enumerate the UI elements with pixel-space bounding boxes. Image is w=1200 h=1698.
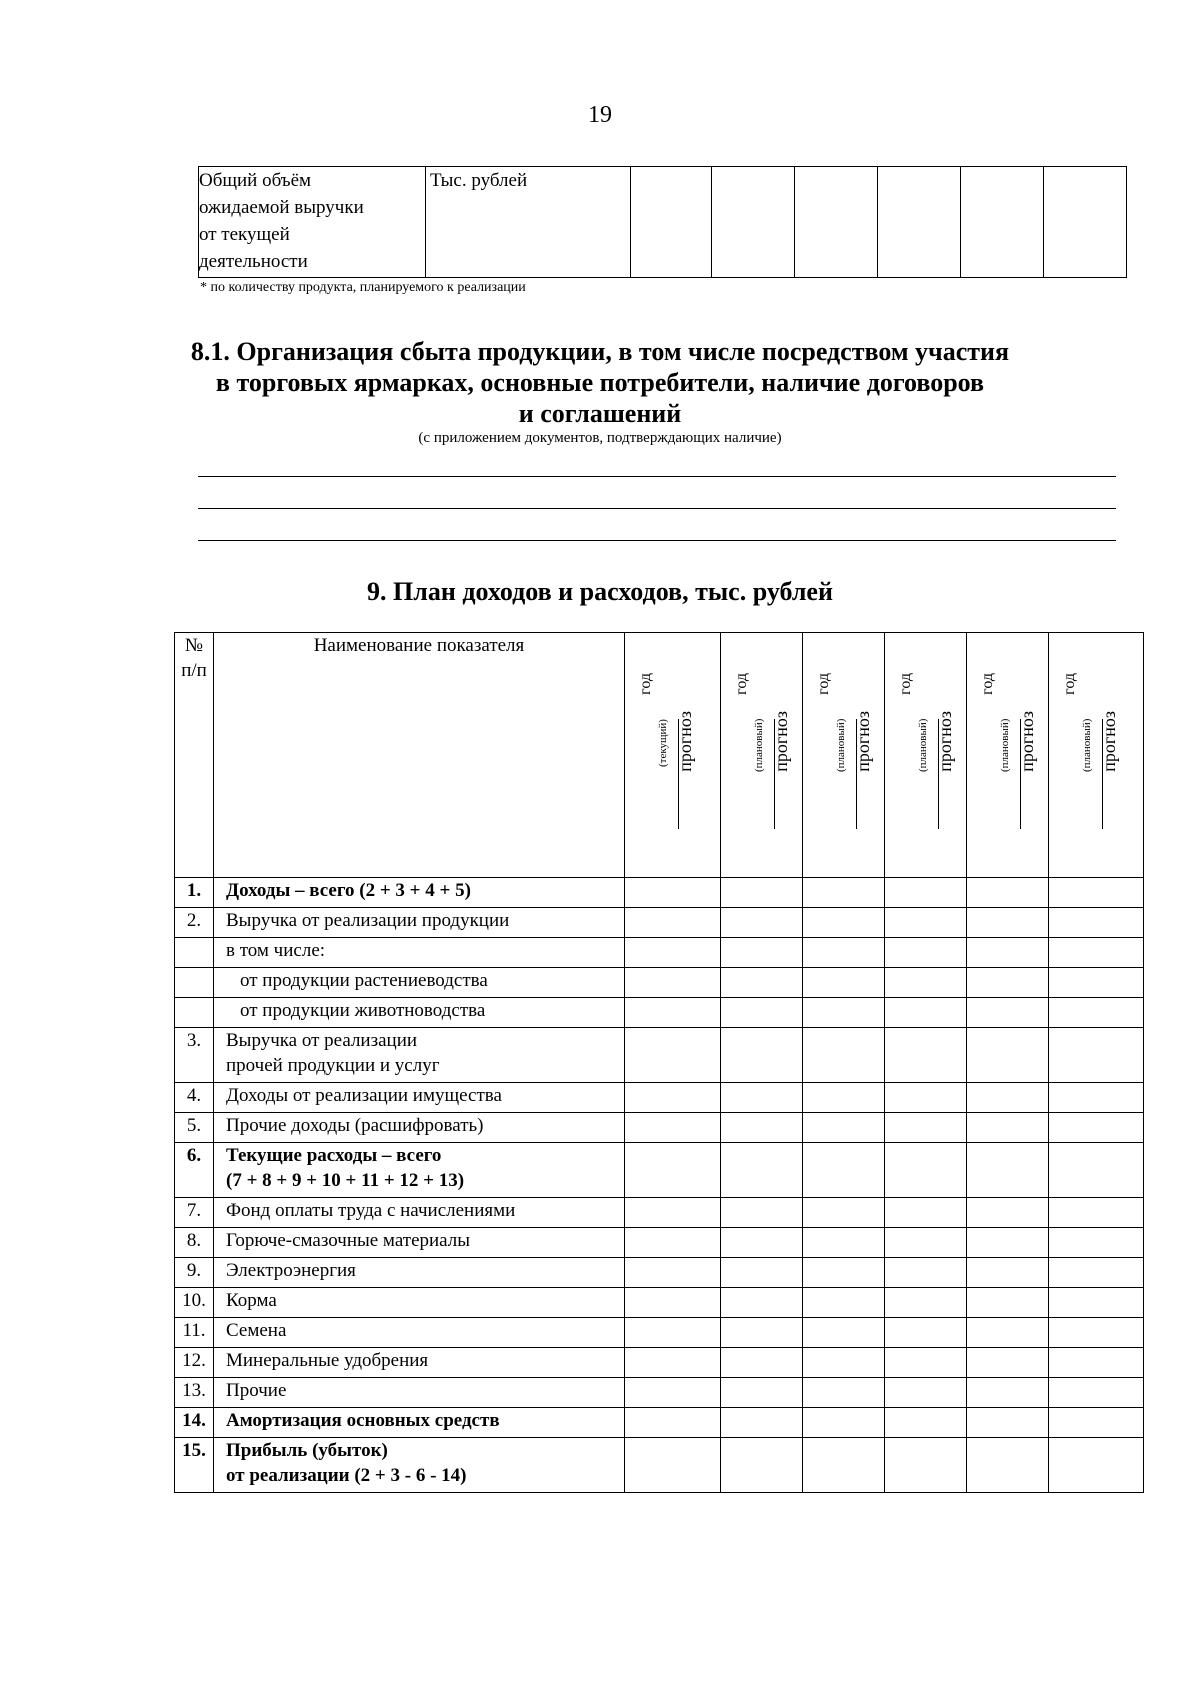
value-cell[interactable] [803,1228,885,1258]
row-number [175,968,214,998]
table-row [175,1408,1144,1438]
value-cell[interactable] [625,1408,721,1438]
row-name-line: Выручка от реализации продукции [226,910,510,931]
value-cell[interactable] [878,167,961,278]
table-row [175,1113,1144,1143]
value-cell[interactable] [625,1083,721,1113]
row-name-line: от продукции животноводства [240,1000,486,1021]
value-cell[interactable] [967,1318,1049,1348]
row-name-line: Прочие доходы (расшифровать) [226,1115,484,1136]
value-cell[interactable] [1049,1378,1144,1408]
value-cell[interactable] [721,1143,803,1198]
value-cell[interactable] [721,968,803,998]
value-cell[interactable] [1049,968,1144,998]
value-cell[interactable] [803,1408,885,1438]
table-row [175,1198,1144,1228]
footnote: * по количеству продукта, планируемого к реализации [200,280,526,295]
value-cell[interactable] [967,1113,1049,1143]
value-cell[interactable] [967,1258,1049,1288]
row-name [214,1113,625,1143]
value-cell[interactable] [967,1438,1049,1493]
value-cell[interactable] [625,1113,721,1143]
fill-in-line[interactable] [198,508,1116,509]
value-cell[interactable] [625,1378,721,1408]
value-cell[interactable] [1049,1228,1144,1258]
row-name [214,1198,625,1228]
title-line: в торговых ярмарках, основные потребители, наличие договоров [215,368,985,397]
value-cell[interactable] [625,968,721,998]
value-cell[interactable] [803,1113,885,1143]
num-header-line: № [184,635,204,656]
value-cell[interactable] [1049,1258,1144,1288]
value-cell[interactable] [803,1318,885,1348]
period-forecast: прогноз [675,711,695,772]
value-cell[interactable] [721,1348,803,1378]
row-number: 8. [175,1228,214,1258]
num-header-line: п/п [181,660,207,681]
value-cell[interactable] [721,1083,803,1113]
row-number: 15. [175,1438,214,1493]
row-name-line: от продукции растениеводства [240,970,488,991]
row-name-line: прочей продукции и услуг [226,1055,440,1076]
value-cell[interactable] [803,1288,885,1318]
value-cell[interactable] [885,1438,967,1493]
row-number [175,998,214,1028]
value-cell[interactable] [625,1318,721,1348]
value-cell[interactable] [961,167,1044,278]
value-cell[interactable] [625,878,721,908]
period-kind: (текущий) [651,719,679,829]
table-row [175,938,1144,968]
row-number [175,938,214,968]
value-cell[interactable] [625,1028,721,1083]
value-cell[interactable] [1049,938,1144,968]
value-cell[interactable] [1049,1113,1144,1143]
value-cell[interactable] [1049,1438,1144,1493]
value-cell[interactable] [803,1378,885,1408]
value-cell[interactable] [967,1083,1049,1113]
value-cell[interactable] [885,878,967,908]
row-name-line: Минеральные удобрения [226,1350,429,1371]
period-kind: (плановый) [911,719,939,829]
value-cell[interactable] [625,998,721,1028]
period-forecast: прогноз [771,711,791,772]
header-name-cell [214,633,625,878]
row-number: 12. [175,1348,214,1378]
value-cell[interactable] [885,1113,967,1143]
row-name [214,998,625,1028]
period-header-cell [967,633,1049,878]
value-cell[interactable] [885,1198,967,1228]
table-row [175,968,1144,998]
value-cell[interactable] [1049,998,1144,1028]
value-cell[interactable] [1049,908,1144,938]
row-number: 7. [175,1198,214,1228]
row-name-line: Текущие расходы – всего [226,1145,442,1166]
period-year: год [637,673,654,695]
value-cell[interactable] [712,167,795,278]
fill-in-line[interactable] [198,476,1116,477]
value-cell[interactable] [1049,1318,1144,1348]
period-header-cell [721,633,803,878]
value-cell[interactable] [721,1288,803,1318]
value-cell[interactable] [967,1198,1049,1228]
row-name-line: Семена [226,1320,287,1341]
row-number: 1. [175,878,214,908]
table-row [175,1228,1144,1258]
fill-in-line[interactable] [198,540,1116,541]
value-cell[interactable] [803,1028,885,1083]
row-name-line: Доходы – всего (2 + 3 + 4 + 5) [226,880,471,901]
value-cell[interactable] [625,1143,721,1198]
row-name-line: от реализации (2 + 3 - 6 - 14) [226,1465,467,1486]
value-cell[interactable] [721,1198,803,1228]
value-cell[interactable] [885,938,967,968]
row-number: 10. [175,1288,214,1318]
section-9-title: 9. План доходов и расходов, тыс. рублей [367,577,833,606]
value-cell[interactable] [803,1348,885,1378]
value-cell[interactable] [885,1228,967,1258]
value-cell[interactable] [1049,1198,1144,1228]
unit-cell [426,167,631,278]
row-name-line: Фонд оплаты труда с начислениями [226,1200,516,1221]
row-number: 2. [175,908,214,938]
value-cell[interactable] [625,938,721,968]
row-name [214,1318,625,1348]
value-cell[interactable] [885,998,967,1028]
section-8-1-title [0,336,1200,429]
value-cell[interactable] [803,968,885,998]
table-row [175,1348,1144,1378]
value-cell[interactable] [721,878,803,908]
row-name [214,1348,625,1378]
value-cell[interactable] [721,1258,803,1288]
row-name [214,1028,625,1083]
header-num-cell [175,633,214,878]
name-header: Наименование показателя [313,635,525,656]
value-cell[interactable] [967,1408,1049,1438]
row-name [214,1288,625,1318]
income-expense-plan-table [174,632,1144,1493]
value-cell[interactable] [721,1318,803,1348]
table-row [175,1318,1144,1348]
row-name-line: Выручка от реализации [226,1030,418,1051]
period-header-cell [1049,633,1144,878]
value-cell[interactable] [885,908,967,938]
row-number: 14. [175,1408,214,1438]
table-row [175,998,1144,1028]
title-line: 8.1. Организация сбыта продукции, в том числе посредством участия [190,337,1010,366]
row-name-line: в том числе: [226,940,326,961]
row-number: 5. [175,1113,214,1143]
row-name [214,1143,625,1198]
table-row [175,878,1144,908]
row-name-line: (7 + 8 + 9 + 10 + 11 + 12 + 13) [226,1170,465,1191]
value-cell[interactable] [803,1438,885,1493]
table-row [175,1378,1144,1408]
row-name [214,908,625,938]
period-year: год [1061,673,1078,695]
row-name [214,1378,625,1408]
value-cell[interactable] [967,938,1049,968]
value-cell[interactable] [721,1113,803,1143]
table-row [175,1288,1144,1318]
row-name-line: Горюче-смазочные материалы [226,1230,471,1251]
period-kind: (плановый) [1075,719,1103,829]
page-number: 19 [588,102,612,128]
row-name-line: Прочие [226,1380,287,1401]
value-cell[interactable] [721,1228,803,1258]
value-cell[interactable] [795,167,878,278]
unit-label: Тыс. рублей [430,170,528,191]
period-header-cell [885,633,967,878]
header-row [175,633,1144,878]
row-number: 9. [175,1258,214,1288]
table-row [175,1438,1144,1493]
value-cell[interactable] [885,1408,967,1438]
value-cell[interactable] [631,167,712,278]
value-cell[interactable] [885,1143,967,1198]
value-cell[interactable] [885,1378,967,1408]
value-cell[interactable] [1049,1028,1144,1083]
period-year: год [733,673,750,695]
label-line: ожидаемой выручки [199,197,364,218]
period-year: год [897,673,914,695]
value-cell[interactable] [885,1288,967,1318]
value-cell[interactable] [721,998,803,1028]
value-cell[interactable] [1044,167,1127,278]
period-forecast: прогноз [935,711,955,772]
value-cell[interactable] [625,908,721,938]
value-cell[interactable] [1049,1143,1144,1198]
value-cell[interactable] [721,1028,803,1083]
period-kind: (плановый) [993,719,1021,829]
value-cell[interactable] [803,878,885,908]
plan-rows [175,878,1144,1493]
value-cell[interactable] [721,908,803,938]
value-cell[interactable] [1049,878,1144,908]
value-cell[interactable] [1049,1288,1144,1318]
value-cell[interactable] [803,938,885,968]
value-cell[interactable] [721,1378,803,1408]
row-name-line: Амортизация основных средств [226,1410,500,1431]
value-cell[interactable] [721,1438,803,1493]
row-number: 13. [175,1378,214,1408]
value-cell[interactable] [967,1378,1049,1408]
row-number: 6. [175,1143,214,1198]
value-cell[interactable] [967,1143,1049,1198]
row-name-line: Прибыль (убыток) [226,1440,388,1461]
section-8-1-subtitle: (с приложением документов, подтверждающих наличие) [418,430,782,446]
label-line: от текущей [199,224,290,245]
value-cell[interactable] [721,1408,803,1438]
row-number: 4. [175,1083,214,1113]
value-cell[interactable] [803,1083,885,1113]
table-row [175,1258,1144,1288]
value-cell[interactable] [967,908,1049,938]
value-cell[interactable] [625,1228,721,1258]
value-cell[interactable] [885,1083,967,1113]
table-row [175,1028,1144,1083]
period-year: год [979,673,996,695]
row-name [214,968,625,998]
expected-revenue-row [199,167,1127,278]
value-cell[interactable] [625,1198,721,1228]
value-cell[interactable] [803,1198,885,1228]
row-name [214,1438,625,1493]
expected-revenue-label-cell [199,167,426,278]
value-cell[interactable] [1049,1348,1144,1378]
value-cell[interactable] [885,1348,967,1378]
row-name-line: Электроэнергия [226,1260,356,1281]
expected-revenue-table [198,166,1127,278]
period-kind: (плановый) [829,719,857,829]
value-cell[interactable] [625,1288,721,1318]
value-cell[interactable] [803,1258,885,1288]
table-row [175,1143,1144,1198]
value-cell[interactable] [625,1438,721,1493]
value-cell[interactable] [967,1288,1049,1318]
value-cell[interactable] [885,1028,967,1083]
period-header-cell [803,633,885,878]
period-header-cell [625,633,721,878]
value-cell[interactable] [967,878,1049,908]
period-forecast: прогноз [1017,711,1037,772]
value-cell[interactable] [885,1258,967,1288]
period-kind: (плановый) [747,719,775,829]
row-name-line: Корма [226,1290,277,1311]
row-name [214,938,625,968]
row-name [214,1258,625,1288]
value-cell[interactable] [967,998,1049,1028]
period-year: год [815,673,832,695]
title-line: и соглашений [518,399,682,428]
row-number: 11. [175,1318,214,1348]
value-cell[interactable] [803,908,885,938]
table-row [175,908,1144,938]
value-cell[interactable] [625,1258,721,1288]
value-cell[interactable] [967,1348,1049,1378]
value-cell[interactable] [885,1318,967,1348]
row-name [214,878,625,908]
value-cell[interactable] [967,1028,1049,1083]
row-number: 3. [175,1028,214,1083]
period-forecast: прогноз [1099,711,1119,772]
row-name-line: Доходы от реализации имущества [226,1085,502,1106]
value-cell[interactable] [625,1348,721,1378]
value-cell[interactable] [803,998,885,1028]
row-name [214,1408,625,1438]
label-line: деятельности [199,251,308,272]
value-cell[interactable] [967,968,1049,998]
value-cell[interactable] [1049,1408,1144,1438]
value-cell[interactable] [885,968,967,998]
value-cell[interactable] [803,1143,885,1198]
value-cell[interactable] [721,938,803,968]
period-forecast: прогноз [853,711,873,772]
table-row [175,1083,1144,1113]
row-name [214,1083,625,1113]
value-cell[interactable] [967,1228,1049,1258]
label-line: Общий объём [199,170,312,191]
value-cell[interactable] [1049,1083,1144,1113]
row-name [214,1228,625,1258]
